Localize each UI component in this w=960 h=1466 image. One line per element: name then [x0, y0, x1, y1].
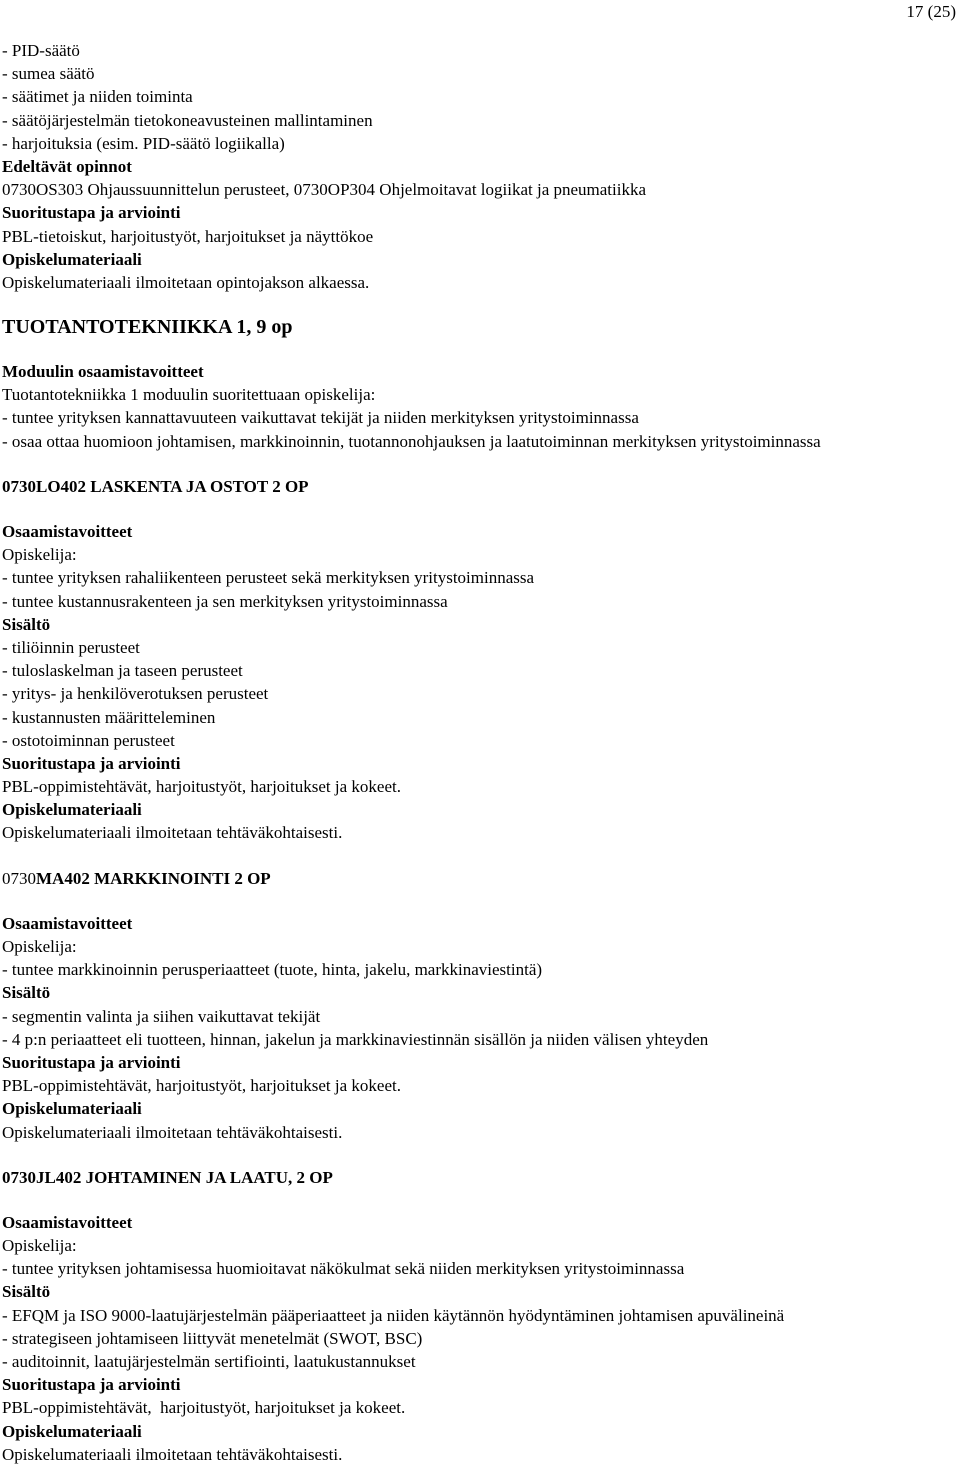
- method-text: PBL-oppimistehtävät, harjoitustyöt, harjoitukset ja kokeet.: [2, 777, 401, 797]
- course-section-markkinointi: [2, 867, 960, 1144]
- goals-heading: Osaamistavoitteet: [2, 1212, 133, 1232]
- content-heading: Sisältö: [2, 614, 51, 634]
- material-text: Opiskelumateriaali ilmoitetaan opintojakson alkaessa.: [2, 272, 370, 292]
- list-item: - osaa ottaa huomioon johtamisen, markkinoinnin, tuotannonohjauksen ja laatutoiminnan merkityksen yritystoiminnassa: [2, 431, 821, 451]
- list-item: - tuntee kustannusrakenteen ja sen merkityksen yritystoiminnassa: [2, 591, 448, 611]
- list-item: - tuntee markkinoinnin perusperiaatteet (tuote, hinta, jakelu, markkinaviestintä): [2, 960, 543, 980]
- list-item: - EFQM ja ISO 9000-laatujärjestelmän pääperiaatteet ja niiden käytännön hyödyntäminen johtamisen apuvälineinä: [2, 1305, 785, 1325]
- content-heading: Sisältö: [2, 1282, 51, 1302]
- list-item: - strategiseen johtamiseen liittyvät menetelmät (SWOT, BSC): [2, 1328, 423, 1348]
- list-item: - 4 p:n periaatteet eli tuotteen, hinnan, jakelun ja markkinaviestinnän sisällön ja niiden välisen yhteyden: [2, 1029, 709, 1049]
- list-item: - säätöjärjestelmän tietokoneavusteinen mallintaminen: [2, 110, 373, 130]
- material-heading: Opiskelumateriaali: [2, 249, 142, 269]
- goals-heading: Osaamistavoitteet: [2, 522, 133, 541]
- method-heading: Suoritustapa ja arviointi: [2, 1052, 181, 1072]
- method-text: PBL-tietoiskut, harjoitustyöt, harjoitukset ja näyttökoe: [2, 226, 374, 246]
- method-heading: Suoritustapa ja arviointi: [2, 1375, 181, 1395]
- goals-heading: Osaamistavoitteet: [2, 913, 133, 933]
- list-item: - tuntee yrityksen johtamisessa huomioitavat näkökulmat sekä niiden merkityksen yritystoiminnassa: [2, 1259, 685, 1279]
- list-item: - PID-säätö: [2, 41, 80, 60]
- student-label: Opiskelija:: [2, 1236, 77, 1256]
- student-label: Opiskelija:: [2, 937, 77, 956]
- list-item: - auditoinnit, laatujärjestelmän sertifiointi, laatukustannukset: [2, 1352, 416, 1371]
- course-section-johtaminen: [2, 1166, 960, 1466]
- material-heading: Opiskelumateriaali: [2, 1099, 142, 1119]
- course-title: 0730LO402 LASKENTA JA OSTOT 2 OP: [2, 476, 309, 496]
- list-item: - sumea säätö: [2, 64, 95, 84]
- module-goals-heading: Moduulin osaamistavoitteet: [2, 362, 204, 382]
- list-item: - kustannusten määritteleminen: [2, 707, 216, 727]
- list-item: - ostotoiminnan perusteet: [2, 730, 175, 750]
- material-text: Opiskelumateriaali ilmoitetaan tehtäväkohtaisesti.: [2, 823, 343, 843]
- course-title: 0730JL402 JOHTAMINEN JA LAATU, 2 OP: [2, 1167, 333, 1187]
- list-item: - yritys- ja henkilöverotuksen perusteet: [2, 684, 269, 704]
- course-title-rest: MA402 MARKKINOINTI 2 OP: [36, 868, 271, 888]
- course-title: [2, 867, 960, 890]
- material-text: Opiskelumateriaali ilmoitetaan tehtäväkohtaisesti.: [2, 1122, 343, 1142]
- list-item: - säätimet ja niiden toiminta: [2, 87, 193, 107]
- list-item: - tuntee yrityksen kannattavuuteen vaikuttavat tekijät ja niiden merkityksen yritystoiminnassa: [2, 408, 639, 428]
- material-heading: Opiskelumateriaali: [2, 800, 142, 820]
- student-label: Opiskelija:: [2, 545, 77, 565]
- list-item: - tuloslaskelman ja taseen perusteet: [2, 661, 243, 681]
- method-text: PBL-oppimistehtävät, harjoitustyöt, harjoitukset ja kokeet.: [2, 1076, 401, 1096]
- material-text: Opiskelumateriaali ilmoitetaan tehtäväkohtaisesti.: [2, 1444, 343, 1464]
- material-heading: Opiskelumateriaali: [2, 1421, 142, 1441]
- module-section: [2, 314, 960, 453]
- module-goals-intro: Tuotantotekniikka 1 moduulin suoritettuaan opiskelija:: [2, 385, 376, 405]
- prereq-heading: Edeltävät opinnot: [2, 156, 132, 176]
- method-heading: Suoritustapa ja arviointi: [2, 203, 181, 223]
- list-item: - harjoituksia (esim. PID-säätö logiikalla): [2, 133, 285, 153]
- module-title: TUOTANTOTEKNIIKKA 1, 9 op: [2, 316, 293, 339]
- intro-section: [2, 39, 960, 294]
- content-heading: Sisältö: [2, 983, 51, 1003]
- page-number: 17 (25): [906, 2, 956, 21]
- document-body: [2, 39, 960, 1466]
- method-text: PBL-oppimistehtävät, harjoitustyöt, harjoitukset ja kokeet.: [2, 1398, 406, 1418]
- method-heading: Suoritustapa ja arviointi: [2, 753, 181, 773]
- course-section-laskenta: [2, 475, 960, 845]
- list-item: - tiliöinnin perusteet: [2, 637, 140, 657]
- prereq-text: 0730OS303 Ohjaussuunnittelun perusteet, 0730OP304 Ohjelmoitavat logiikat ja pneumatiikka: [2, 180, 647, 200]
- list-item: - tuntee yrityksen rahaliikenteen perusteet sekä merkityksen yritystoiminnassa: [2, 568, 535, 588]
- course-code-prefix: 0730: [2, 868, 36, 888]
- list-item: - segmentin valinta ja siihen vaikuttavat tekijät: [2, 1006, 321, 1026]
